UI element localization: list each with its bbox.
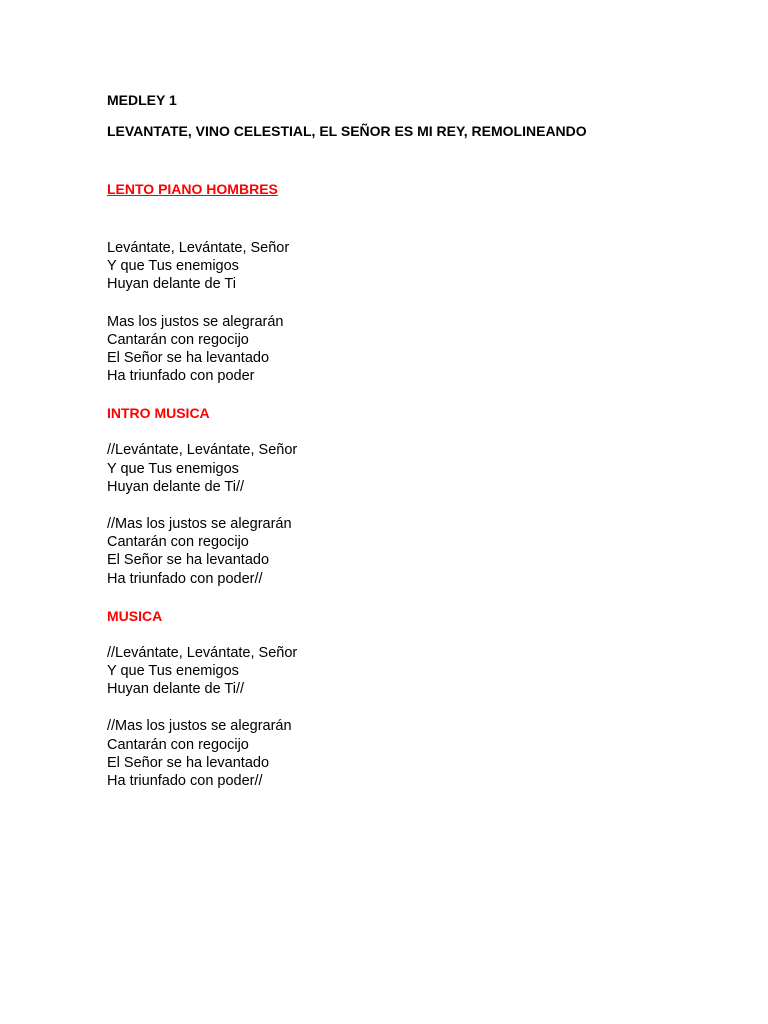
lyric-line: El Señor se ha levantado [107, 350, 270, 367]
section-heading: MUSICA [107, 607, 163, 624]
lyric-line: //Mas los justos se alegrarán [107, 516, 292, 533]
lyric-line: Y que Tus enemigos [107, 663, 239, 680]
stanza [107, 313, 727, 386]
lyric-line: //Levántate, Levántate, Señor [107, 442, 298, 459]
stanza [107, 239, 727, 294]
lyric-line: Huyan delante de Ti// [107, 478, 245, 495]
lyric-line: El Señor se ha levantado [107, 754, 270, 771]
lyric-line: Cantarán con regocijo [107, 534, 249, 551]
lyric-line: Cantarán con regocijo [107, 736, 249, 753]
stanza [107, 644, 727, 699]
lyric-line: Y que Tus enemigos [107, 258, 239, 275]
lyric-line: Cantarán con regocijo [107, 331, 249, 348]
document-page [107, 91, 727, 809]
lyric-line: Ha triunfado con poder [107, 368, 255, 385]
lyric-line: //Mas los justos se alegrarán [107, 718, 292, 735]
lyric-line: Y que Tus enemigos [107, 460, 239, 477]
lyric-line: Ha triunfado con poder// [107, 773, 263, 790]
stanza [107, 717, 727, 790]
lyric-line: El Señor se ha levantado [107, 552, 270, 569]
lyric-line: Levántate, Levántate, Señor [107, 240, 290, 256]
lyric-line: //Levántate, Levántate, Señor [107, 644, 298, 661]
lyric-line: Huyan delante de Ti [107, 276, 236, 293]
document-title: MEDLEY 1 [107, 92, 177, 108]
lyric-line: Huyan delante de Ti// [107, 681, 245, 698]
section-heading: INTRO MUSICA [107, 405, 210, 422]
section-heading: LENTO PIANO HOMBRES [107, 181, 278, 197]
stanza [107, 441, 727, 496]
lyric-line: Ha triunfado con poder// [107, 570, 263, 587]
document-subtitle: LEVANTATE, VINO CELESTIAL, EL SEÑOR ES MI REY, REMOLINEANDO [107, 123, 587, 139]
lyric-line: Mas los justos se alegrarán [107, 313, 284, 330]
stanza [107, 515, 727, 588]
